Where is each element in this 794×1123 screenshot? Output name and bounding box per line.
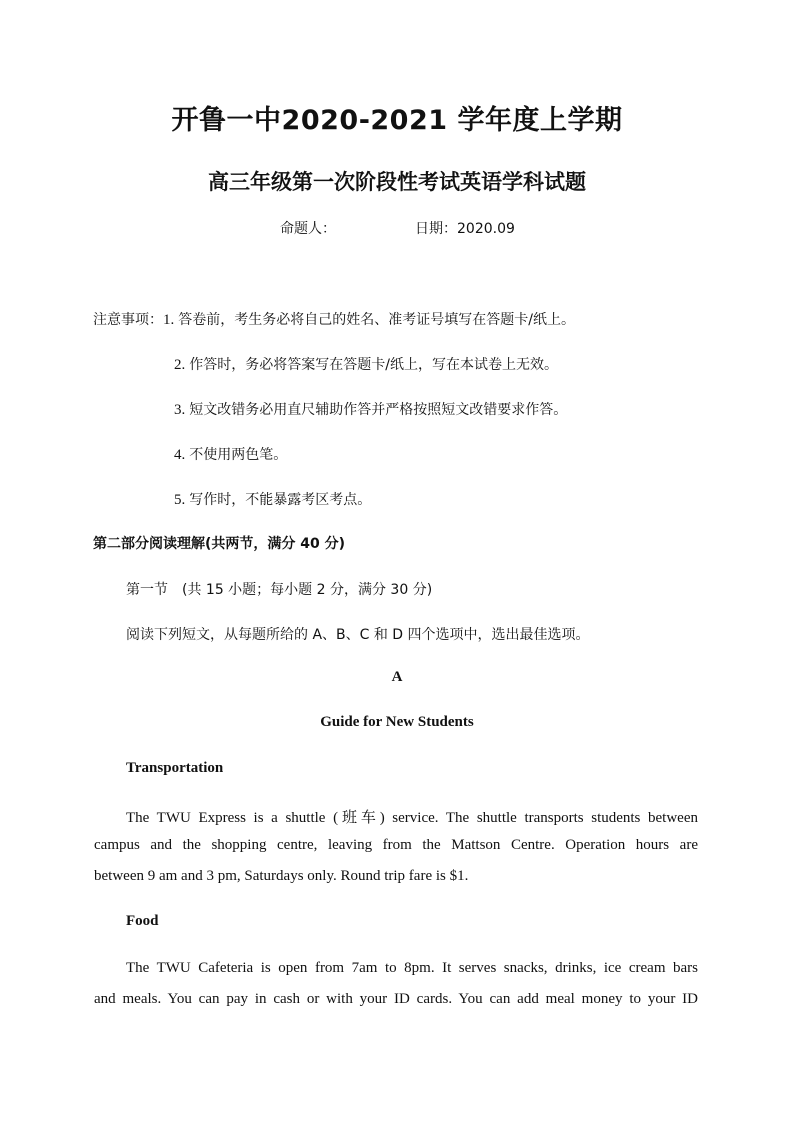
notice-item-number: 4. xyxy=(174,447,186,463)
notice-item-number: 2. xyxy=(174,357,186,373)
paragraph-line: campus and the shopping centre, leaving from the Mattson Centre. Operation hours are xyxy=(94,837,698,853)
food-heading: Food xyxy=(126,913,159,929)
notice-item xyxy=(93,309,575,329)
passage-letter: A xyxy=(391,669,403,685)
notice-item-text: 写作时，不能暴露考区考点。 xyxy=(189,492,372,508)
transportation-heading: Transportation xyxy=(126,760,224,776)
notice-item xyxy=(174,444,287,464)
notice-item xyxy=(174,489,371,509)
page-subtitle: 高三年级第一次阶段性考试英语学科试题 xyxy=(208,170,586,194)
notice-item-text: 作答时，务必将答案写在答题卡/纸上，写在本试卷上无效。 xyxy=(189,357,558,373)
page-title: 开鲁一中2020-2021 学年度上学期 xyxy=(171,105,623,136)
paragraph-line: The TWU Cafeteria is open from 7am to 8pm. It serves snacks, drinks, ice cream bars xyxy=(126,960,698,976)
notice-item-text: 不使用两色笔。 xyxy=(189,447,288,463)
section-one-heading: 第一节 (共 15 小题；每小题 2 分，满分 30 分) xyxy=(126,582,433,598)
notice-label: 注意事项： xyxy=(93,312,163,328)
notice-item-number: 5. xyxy=(174,492,186,508)
section-instruction: 阅读下列短文，从每题所给的 A、B、C 和 D 四个选项中，选出最佳选项。 xyxy=(126,627,590,643)
notice-item-text: 短文改错务必用直尺辅助作答并严格按照短文改错要求作答。 xyxy=(189,402,568,418)
paragraph-line: and meals. You can pay in cash or with your ID cards. You can add meal money to your ID xyxy=(94,991,698,1007)
notice-item xyxy=(174,399,567,419)
notice-item xyxy=(174,354,558,374)
notice-item-number: 1. xyxy=(163,312,175,328)
paragraph-line: The TWU Express is a shuttle (班车) service. The shuttle transports students between xyxy=(126,810,698,826)
date-label: 日期：2020.09 xyxy=(415,221,515,237)
author-label: 命题人： xyxy=(280,221,336,237)
passage-title: Guide for New Students xyxy=(320,714,474,730)
paragraph-line: between 9 am and 3 pm, Saturdays only. Round trip fare is $1. xyxy=(94,868,469,884)
section-heading: 第二部分阅读理解(共两节，满分 40 分) xyxy=(93,536,346,552)
notice-item-number: 3. xyxy=(174,402,186,418)
notice-item-text: 答卷前，考生务必将自己的姓名、准考证号填写在答题卡/纸上。 xyxy=(178,312,575,328)
